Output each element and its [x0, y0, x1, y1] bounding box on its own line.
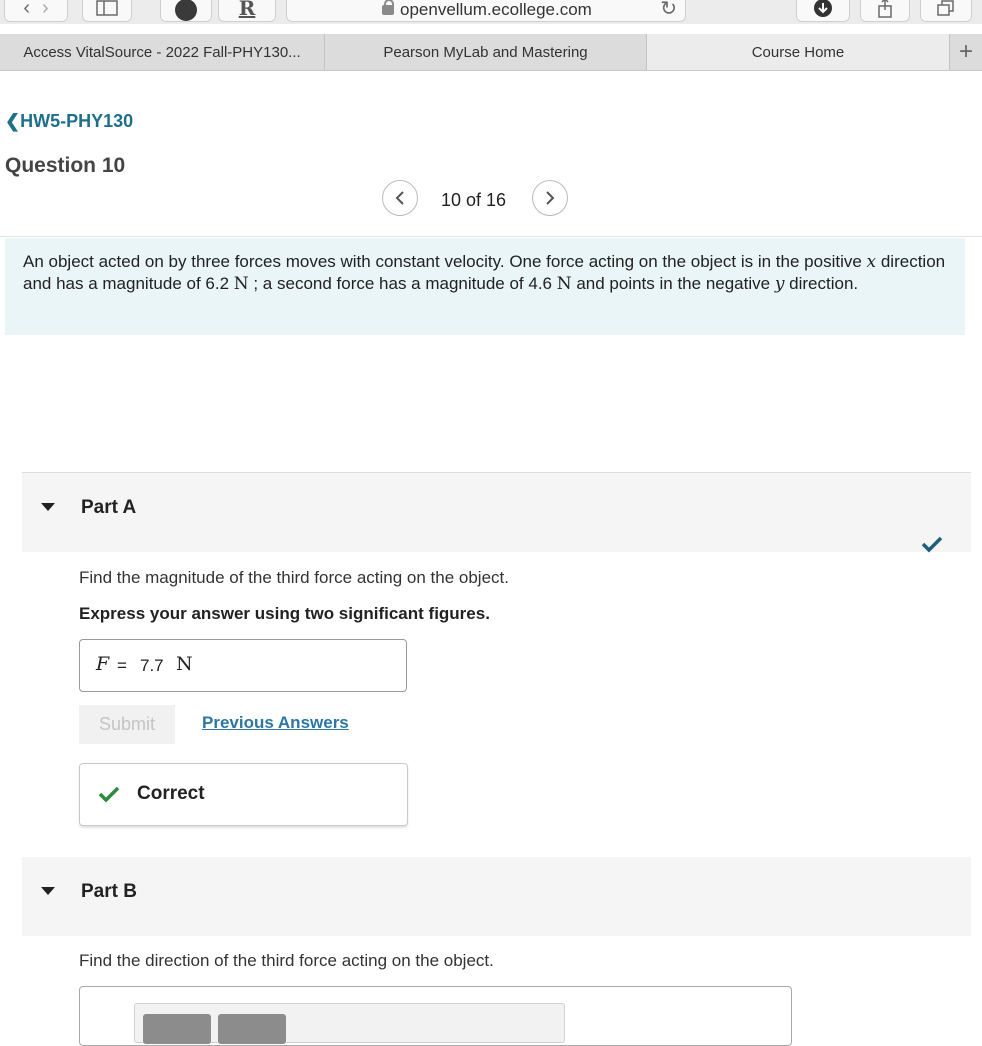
downloads-button[interactable]	[796, 0, 850, 22]
unit-n: N	[233, 274, 249, 294]
submit-button[interactable]: Submit	[79, 705, 175, 744]
tab-vitalsource[interactable]: Access VitalSource - 2022 Fall-PHY130...	[0, 34, 325, 70]
forward-arrow-icon[interactable]: ›	[42, 0, 49, 19]
symbol-tool-button[interactable]	[218, 1014, 286, 1044]
part-b-prompt: Find the direction of the third force acting on the object.	[79, 951, 494, 970]
lock-icon	[382, 5, 394, 15]
new-tab-icon[interactable]: +	[958, 38, 973, 65]
circle-extension-icon	[175, 0, 197, 21]
assignment-back-link[interactable]: ❮HW5-PHY130	[5, 111, 134, 131]
answer-variable: F	[96, 653, 110, 675]
part-a-instruction: Express your answer using two significant figures.	[79, 604, 490, 623]
tab-overview-button[interactable]	[920, 0, 972, 22]
part-complete-check-icon	[921, 535, 943, 553]
previous-question-button[interactable]	[382, 180, 418, 216]
math-toolbar	[134, 1003, 565, 1043]
tab-course-home[interactable]: Course Home	[647, 34, 950, 70]
answer-unit: N	[176, 653, 193, 675]
part-a-label: Part A	[81, 497, 137, 518]
answer-field[interactable]	[79, 639, 407, 692]
answer-value: 7.7	[140, 656, 164, 675]
chevron-left-icon	[394, 190, 406, 206]
url-text: openvellum.ecollege.com	[400, 0, 592, 19]
part-b-label: Part B	[81, 881, 137, 902]
template-tool-button[interactable]	[143, 1014, 211, 1044]
answer-equals: =	[117, 656, 127, 675]
browser-toolbar	[0, 0, 982, 24]
reader-extension-button[interactable]	[218, 0, 276, 22]
feedback-box	[79, 763, 408, 826]
math-x: x	[866, 252, 877, 272]
math-y: y	[774, 274, 785, 294]
feedback-text: Correct	[137, 783, 205, 804]
chevron-left-icon: ❮	[5, 111, 21, 131]
question-position: 10 of 16	[441, 190, 507, 210]
sidebar-button[interactable]	[82, 0, 132, 22]
page-title: Question 10	[5, 154, 126, 177]
address-bar[interactable]	[286, 0, 686, 22]
reload-icon[interactable]: ↻	[660, 0, 677, 20]
collapse-triangle-icon[interactable]	[41, 503, 55, 511]
tabs-icon	[936, 0, 956, 17]
part-b-header[interactable]	[22, 857, 971, 936]
collapse-triangle-icon[interactable]	[41, 887, 55, 895]
tab-bar	[0, 34, 982, 71]
share-icon	[876, 0, 894, 18]
header-divider	[0, 236, 982, 237]
back-forward-buttons[interactable]	[4, 0, 68, 22]
next-question-button[interactable]	[532, 180, 568, 216]
sidebar-icon	[96, 0, 118, 16]
extension-button[interactable]	[160, 0, 212, 22]
unit-n: N	[556, 274, 572, 294]
back-arrow-icon[interactable]: ‹	[23, 0, 30, 19]
correct-check-icon	[98, 785, 120, 803]
r-extension-icon: R	[238, 0, 256, 20]
download-icon	[813, 0, 833, 18]
chevron-right-icon	[544, 190, 556, 206]
part-a-prompt: Find the magnitude of the third force acting on the object.	[79, 568, 509, 587]
previous-answers-link[interactable]: Previous Answers	[202, 713, 349, 732]
share-button[interactable]	[860, 0, 910, 22]
problem-statement: An object acted on by three forces moves with constant velocity. One force acting on the object is in the positive x direction and has a magnitude of 6.2 N ; a second force has a magnitude of 4.6 N and points in the negative y direction.	[5, 238, 965, 335]
part-b-answer-area[interactable]	[79, 986, 792, 1046]
tab-pearson-mylab[interactable]: Pearson MyLab and Mastering	[325, 34, 647, 70]
part-a-header[interactable]	[22, 473, 971, 552]
